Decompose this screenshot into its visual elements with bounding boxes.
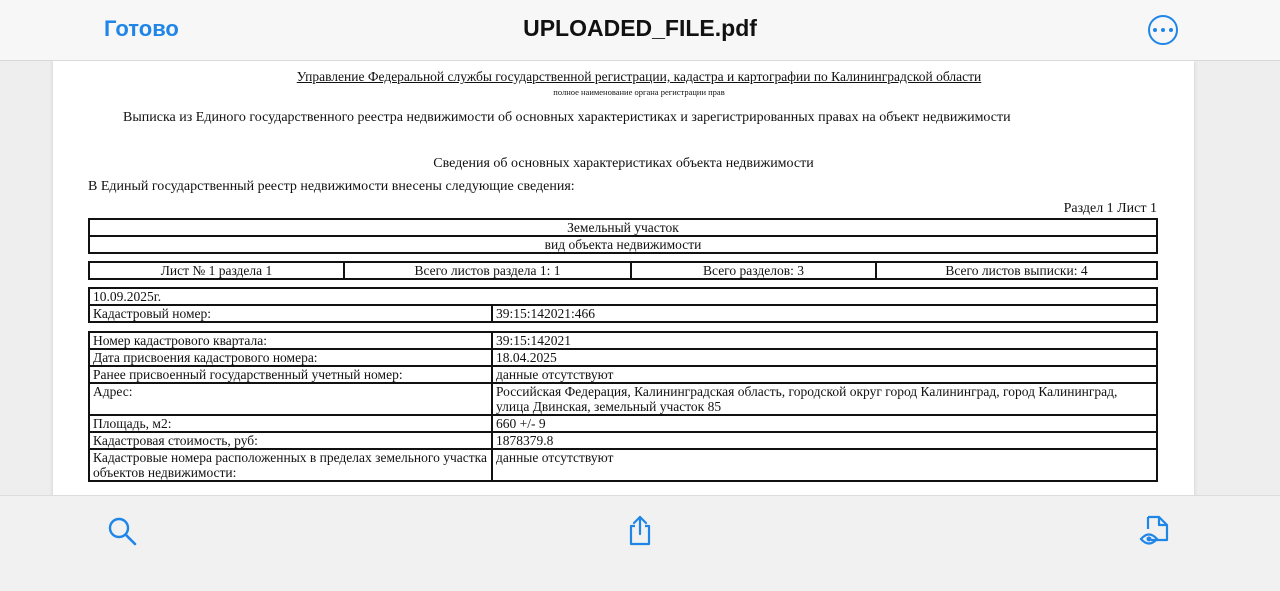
document-eye-icon[interactable]: [1138, 514, 1172, 548]
intro-text: В Единый государственный реестр недвижимости внесены следующие сведения:: [88, 179, 575, 194]
share-icon[interactable]: [623, 514, 657, 548]
section-sheet-label: Раздел 1 Лист 1: [1063, 201, 1157, 216]
cadastral-label: Кадастровый номер:: [89, 305, 492, 322]
section-title: Сведения об основных характеристиках объекта недвижимости: [433, 156, 814, 171]
sheet-number: Лист № 1 раздела 1: [89, 262, 344, 279]
pdf-page: [53, 61, 1194, 495]
table-row: Номер кадастрового квартала: 39:15:142021: [89, 332, 1157, 349]
characteristics-table: [88, 331, 1158, 482]
bottom-toolbar: [0, 495, 1280, 591]
extract-title: Выписка из Единого государственного реестра недвижимости об основных характеристиках и зарегистрированных правах на объект недвижимости: [123, 110, 1011, 125]
table-row: Кадастровые номера расположенных в пределах земельного участка объектов недвижимости: данные отсутствуют: [89, 449, 1157, 481]
object-type-table: [88, 218, 1158, 254]
authority-name: Управление Федеральной службы государственной регистрации, кадастра и картографии по Калининградской области: [296, 69, 982, 84]
total-sections: Всего разделов: 3: [631, 262, 876, 279]
done-button[interactable]: Готово: [104, 16, 179, 41]
object-type-caption: вид объекта недвижимости: [89, 236, 1157, 253]
document-title: UPLOADED_FILE.pdf: [523, 15, 757, 41]
extract-date: 10.09.2025г.: [89, 288, 1157, 305]
ellipsis-circle-icon[interactable]: [1148, 15, 1178, 45]
table-row: Дата присвоения кадастрового номера: 18.04.2025: [89, 349, 1157, 366]
search-icon[interactable]: [105, 514, 139, 548]
navigation-bar: [0, 0, 1280, 61]
table-row: Кадастровая стоимость, руб: 1878379.8: [89, 432, 1157, 449]
sheet-info-table: [88, 261, 1158, 280]
sheets-in-section: Всего листов раздела 1: 1: [344, 262, 631, 279]
object-type: Земельный участок: [89, 219, 1157, 236]
table-row: Адрес: Российская Федерация, Калининградская область, городской округ город Калининград, город Калининград, улица Двинская, земельный участок 85: [89, 383, 1157, 415]
total-sheets: Всего листов выписки: 4: [876, 262, 1157, 279]
table-row: Площадь, м2: 660 +/- 9: [89, 415, 1157, 432]
cadastral-value: 39:15:142021:466: [492, 305, 1157, 322]
authority-note: полное наименование органа регистрации прав: [553, 87, 725, 97]
cadastral-table: [88, 287, 1158, 323]
document-viewer[interactable]: [0, 61, 1280, 495]
table-row: Ранее присвоенный государственный учетный номер: данные отсутствуют: [89, 366, 1157, 383]
